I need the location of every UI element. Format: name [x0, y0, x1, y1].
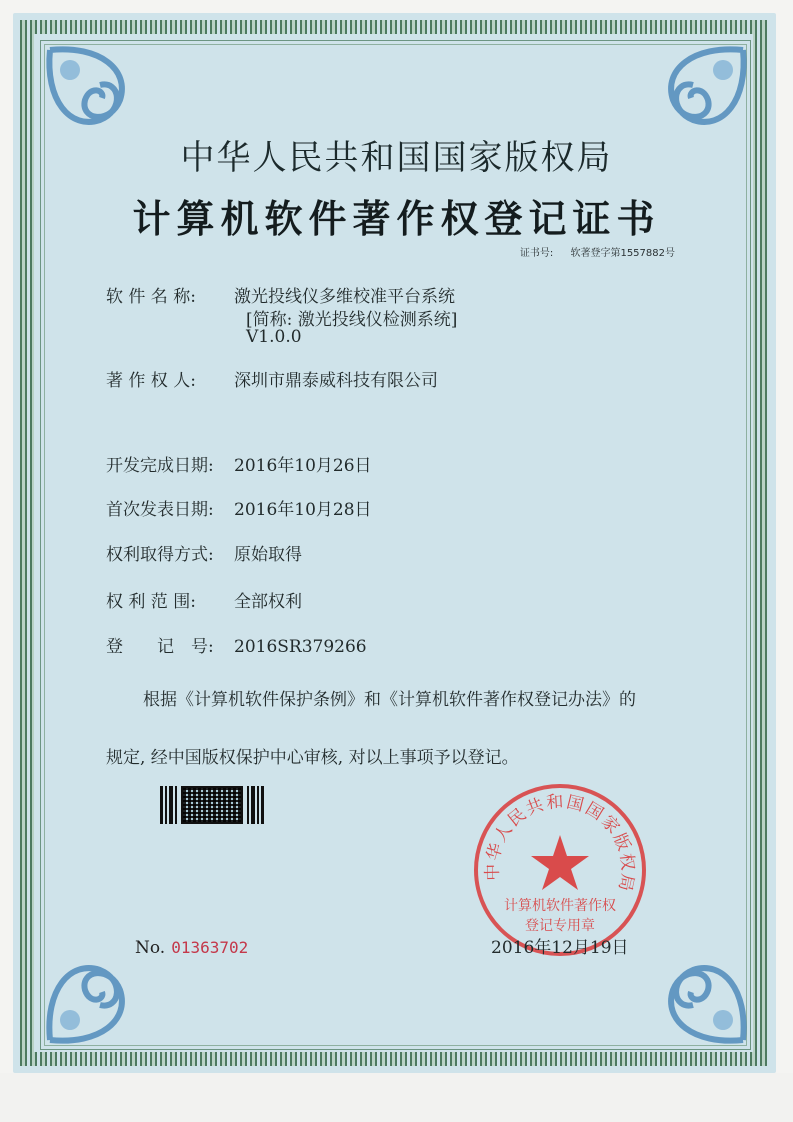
registration-no-label: 登 记 号:: [106, 637, 214, 657]
certificate-number-label: 证书号:: [519, 248, 554, 259]
page-margin: [0, 1073, 793, 1122]
completion-date-row: [106, 451, 372, 476]
completion-date-value: 2016年10月26日: [234, 456, 372, 476]
issue-date: 2016年12月19日: [491, 938, 629, 958]
seal-line-2: 登记专用章: [525, 918, 595, 934]
certificate-number-value: 软著登字第1557882号: [570, 248, 675, 259]
acquisition-row: [106, 540, 302, 565]
software-name-row: [106, 282, 455, 307]
statement-line-2: 规定, 经中国版权保护中心审核, 对以上事项予以登记。: [106, 748, 519, 768]
acquisition-label: 权利取得方式:: [106, 545, 214, 565]
registration-no-row: [106, 632, 367, 657]
scope-row: [106, 587, 302, 612]
owner-row: [106, 366, 438, 391]
publish-date-value: 2016年10月28日: [234, 500, 372, 520]
completion-date-label: 开发完成日期:: [106, 456, 214, 476]
publish-date-label: 首次发表日期:: [106, 500, 214, 520]
short-name: [简称: 激光投线仪检测系统]: [246, 310, 458, 330]
certificate-title: 计算机软件著作权登记证书: [132, 196, 661, 241]
serial-label: No.: [135, 938, 166, 958]
registration-no-value: 2016SR379266: [234, 637, 367, 657]
certificate-number: [520, 244, 675, 259]
seal-ring-text: 中华人民共和国国家版权局: [482, 791, 638, 895]
issuer-title: 中华人民共和国国家版权局: [180, 138, 613, 178]
owner-value: 深圳市鼎泰威科技有限公司: [234, 371, 438, 391]
software-name-value: 激光投线仪多维校准平台系统: [234, 287, 455, 307]
barcode: [160, 786, 274, 824]
software-version: V1.0.0: [246, 327, 302, 347]
seal-line-1: 计算机软件著作权: [504, 898, 616, 914]
acquisition-value: 原始取得: [234, 545, 302, 565]
software-name-label: 软 件 名 称:: [106, 287, 196, 307]
serial-value: 01363702: [171, 938, 249, 957]
serial-number: [135, 938, 248, 958]
owner-label: 著 作 权 人:: [106, 371, 196, 391]
certification-statement: [106, 671, 716, 787]
corner-ornament-bottom-right: [633, 930, 753, 1050]
scope-value: 全部权利: [234, 592, 302, 612]
statement-line-1: 根据《计算机软件保护条例》和《计算机软件著作权登记办法》的: [143, 690, 636, 710]
publish-date-row: [106, 495, 372, 520]
scope-label: 权 利 范 围:: [106, 592, 196, 612]
